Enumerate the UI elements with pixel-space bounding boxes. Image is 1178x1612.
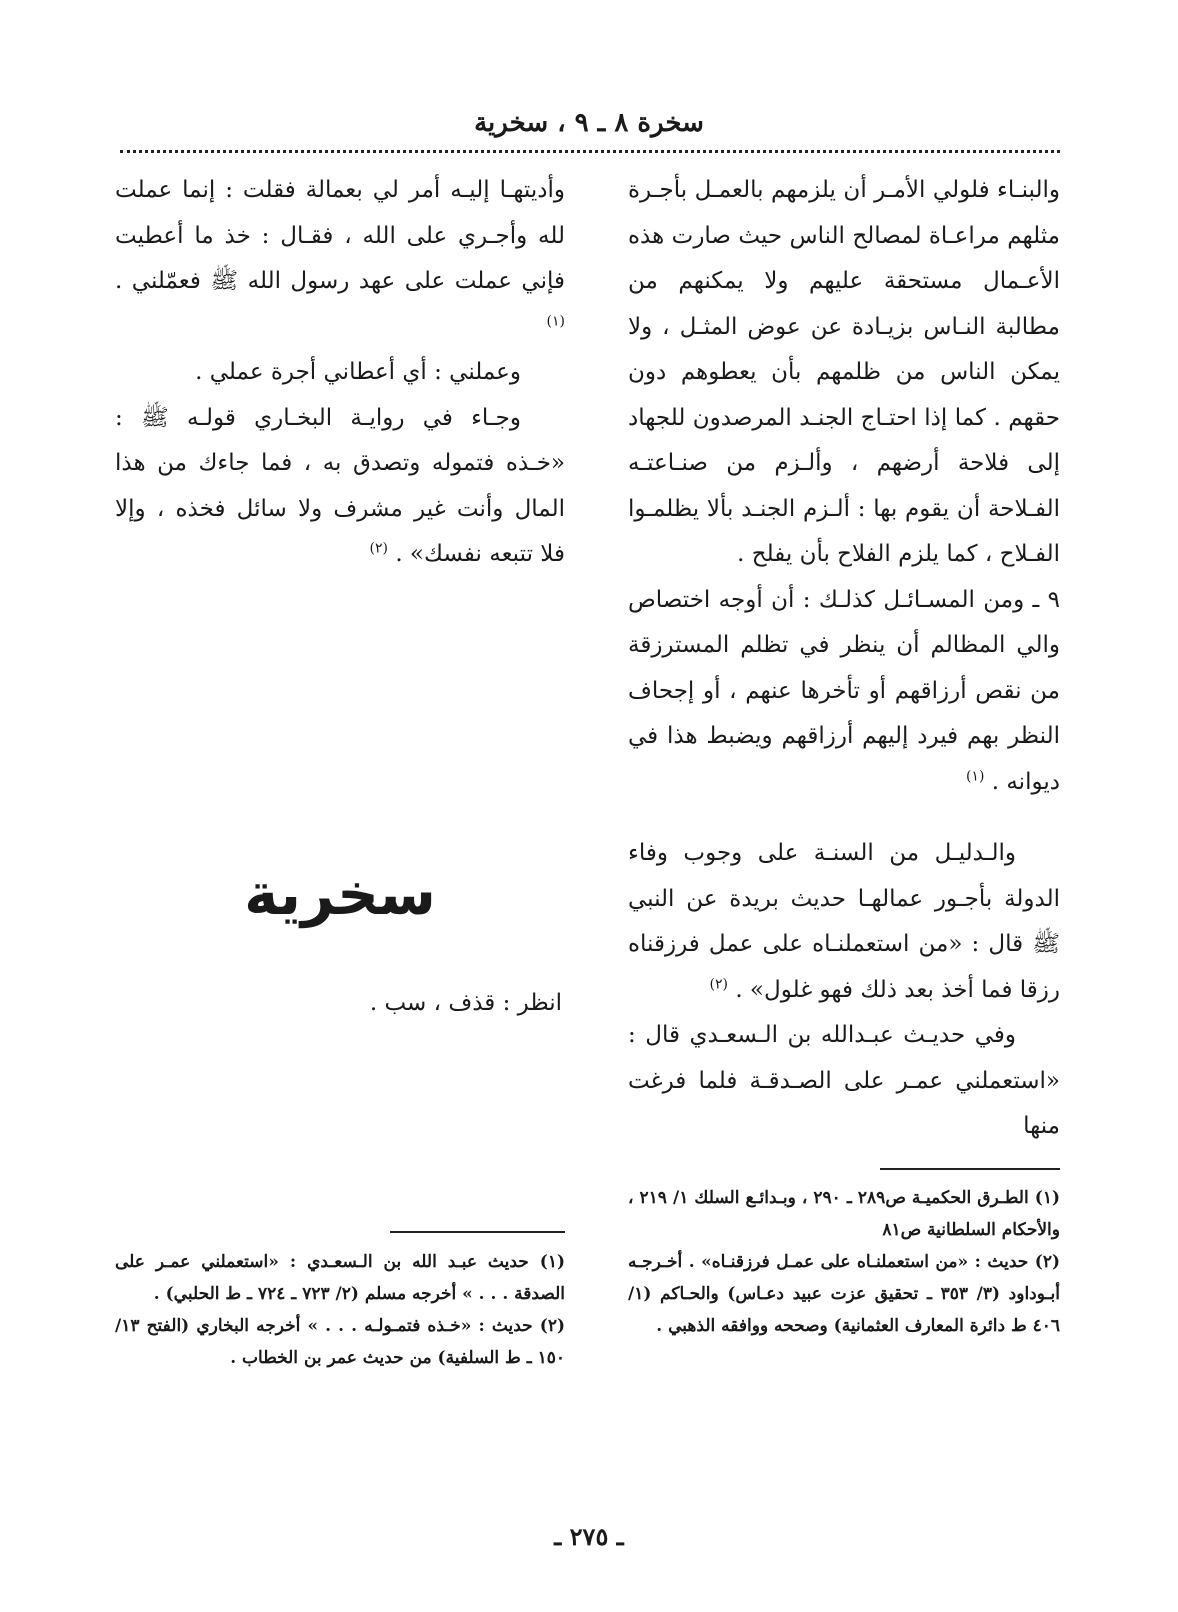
- paragraph-issue-9: [628, 578, 1060, 806]
- left-column: [115, 168, 565, 578]
- footnotes-right: [628, 1182, 1060, 1342]
- paragraph-issue-9-text: ٩ ـ ومن المسـائـل كذلـك : أن أوجه اختصاص والي المظالم أن ينظر في تظلم المسترزقة من نقص أرزاقهم أو تأخرها عنهم ، أو إجحاف النظر بهم فيرد إليهم أرزاقهم ويضبط هذا في ديوانه .: [628, 586, 1060, 795]
- footnote-right-2: (٢) حديث : «من استعملنـاه على عمـل فرزقنـاه» . أخـرجـه أبـوداود (٣/ ٣٥٣ ـ تحقيق عزت عبيد دعـاس) والحـاكم (١/ ٤٠٦ ط دائرة المعارف العثمانية) وصححه ووافقه الذهبي .: [628, 1252, 1060, 1336]
- footnote-right-1: (١) الطـرق الحكميـة ص٢٨٩ ـ ٢٩٠ ، وبـدائـع السلك ١/ ٢١٩ ، والأحكام السلطانية ص٨١: [628, 1188, 1060, 1240]
- paragraph-hadith-continued: [115, 168, 565, 350]
- section-heading: سخرية: [244, 860, 436, 928]
- footnote-ref-1: (١): [965, 767, 985, 784]
- footnote-ref-2: (٢): [709, 975, 728, 992]
- right-column: [628, 168, 1060, 1150]
- footnote-ref-left-1: (١): [546, 312, 565, 329]
- paragraph-workers-wage: والبنـاء فلولي الأمـر أن يلزمهم بالعمـل بأجـرة مثلهم مراعـاة لمصالح الناس حيث صارت هذه الأعـمال مستحقة عليهم ولا يمكنهم من مطالبة النـاس بزيـادة عن عوض المثـل ، ولا يمكن الناس من ظلمهم بأن يعطوهم دون حقهم . كما إذا احتـاج الجنـد المرصدون للجهاد إلى فلاحة أرضهم ، وألـزم من صنـاعتـه الفـلاحة أن يقوم بها : ألـزم الجنـد بألا يظلمـوا الفـلاح ، كما يلزم الفلاح بأن يفلح .: [628, 177, 1060, 567]
- footnote-ref-left-2: (٢): [369, 540, 388, 557]
- paragraph-sunnah-evidence-text: والـدليـل من السنـة على وجوب وفاء الدولة بأجـور عمالهـا حديث بريدة عن النبي ﷺ قال : «من استعملنـاه على عمل فرزقناه رزقا فما أخذ بعد ذلك فهو غلول» .: [628, 840, 1060, 1003]
- paragraph-sunnah-evidence: [628, 831, 1060, 1013]
- paragraph-saadi-hadith: وفي حديـث عبـدالله بن الـسعـدي قال : «استعملني عمـر على الصـدقـة فلما فرغت منها: [628, 1022, 1060, 1139]
- page-number: ـ ٢٧٥ ـ: [554, 1522, 624, 1551]
- footnotes-left: [115, 1246, 565, 1374]
- footnote-divider-left: [390, 1231, 565, 1233]
- paragraph-bukhari-text: وجـاء في روايـة البخـاري قولـه ﷺ : «خـذه فتموله وتصدق به ، فما جاءك من هذا المال وأنت غير مشرف ولا سائل فخذه ، وإلا فلا تتبعه نفسك» .: [115, 404, 565, 567]
- paragraph-bukhari: [115, 396, 565, 578]
- paragraph-hadith-continued-text: وأديتهـا إليـه أمر لي بعمالة فقلت : إنما عملت لله وأجـري على الله ، فقـال : خذ ما أعطيت فإني عملت على عهد رسول الله ﷺ فعمّلني .: [115, 177, 565, 294]
- running-header: سخرة ٨ ـ ٩ ، سخرية: [474, 108, 704, 138]
- header-dotted-rule: [120, 150, 1060, 153]
- footnote-left-2: (٢) حديث : «خـذه فتمـولـه . . . » أخرجه البخاري (الفتح ١٣/ ١٥٠ ـ ط السلفية) من حديث عمر بن الخطاب .: [115, 1316, 565, 1368]
- paragraph-definition: وعملني : أي أعطاني أجرة عملي .: [195, 359, 521, 385]
- footnote-divider-right: [880, 1168, 1060, 1170]
- see-also-reference: انظر : قذف ، سب .: [369, 990, 562, 1016]
- footnote-left-1: (١) حديث عبـد الله بن الـسعـدي : «استعملني عمـر على الصدقة . . . » أخرجه مسلم (٢/ ٧٢٣ ـ ٧٢٤ ـ ط الحلبي) .: [115, 1252, 565, 1304]
